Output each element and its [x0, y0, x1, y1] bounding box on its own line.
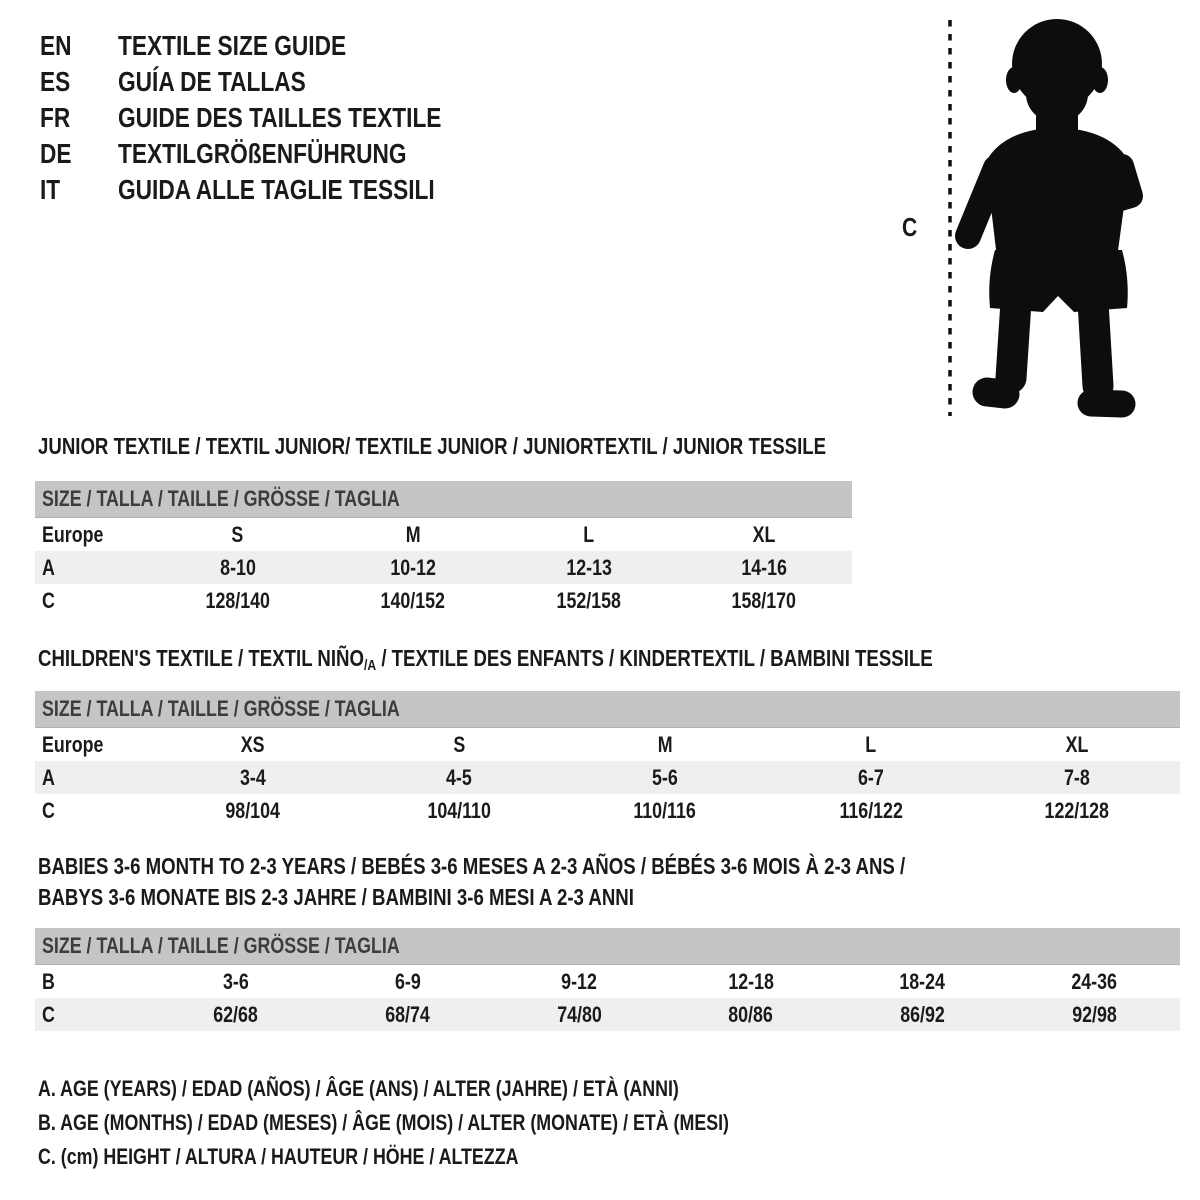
- size-header-text: SIZE / TALLA / TAILLE / GRÖSSE / TAGLIA: [42, 933, 400, 958]
- header-line-en: [40, 28, 517, 64]
- cell-value: 4-5: [446, 764, 472, 790]
- header-line-es: [40, 64, 517, 100]
- height-measure-label-text: C: [902, 212, 918, 242]
- table-row: [35, 551, 852, 584]
- babies-heading-line2: BABYS 3-6 MONATE BIS 2-3 JAHRE / BAMBINI 3-6 MESI A 2-3 ANNI: [38, 884, 634, 910]
- cell-value: 3-4: [240, 764, 266, 790]
- table-row: [35, 728, 1180, 761]
- cell-value: 3-6: [222, 968, 249, 994]
- cell-value: 80/86: [728, 1001, 774, 1027]
- junior-size-table: [35, 481, 852, 617]
- cell-value: 12-18: [728, 968, 774, 994]
- junior-section-heading: [38, 433, 1011, 460]
- guide-title: GUIDE DES TAILLES TEXTILE: [118, 102, 442, 133]
- row-label: C: [42, 1001, 55, 1027]
- cell-value: XS: [241, 731, 265, 757]
- cell-value: 68/74: [385, 1001, 430, 1027]
- table-row: [35, 965, 1180, 998]
- size-header-bar: [35, 481, 852, 518]
- table-row: [35, 794, 1180, 827]
- language-code-text: ES: [40, 66, 71, 97]
- language-code: [40, 138, 118, 170]
- row-label: Europe: [42, 731, 104, 757]
- row-label: Europe: [42, 521, 104, 547]
- legend-line-a: [38, 1072, 891, 1106]
- table-row: [35, 584, 852, 617]
- cell-value: 122/128: [1044, 797, 1110, 823]
- language-code: [40, 30, 118, 62]
- cell-value: 6-7: [858, 764, 884, 790]
- language-code-text: FR: [40, 102, 71, 133]
- legend-line-b-text: B. AGE (MONTHS) / EDAD (MESES) / ÂGE (MOIS) / ALTER (MONATE) / ETÀ (MESI): [38, 1110, 730, 1135]
- cell-value: 92/98: [1071, 1001, 1117, 1027]
- children-heading-text: [38, 645, 933, 674]
- babies-table-rows: [35, 965, 1180, 1031]
- guide-title: GUÍA DE TALLAS: [118, 66, 306, 97]
- row-label: C: [42, 587, 55, 613]
- babies-section-heading: [38, 851, 1109, 913]
- legend-line-c-text: C. (cm) HEIGHT / ALTURA / HAUTEUR / HÖHE / ALTEZZA: [38, 1144, 519, 1169]
- children-table-rows: [35, 728, 1180, 827]
- language-code-text: EN: [40, 30, 72, 61]
- language-code-text: IT: [40, 174, 61, 205]
- toddler-silhouette-figure: [900, 0, 1200, 430]
- row-label: B: [42, 968, 55, 994]
- cell-value: 7-8: [1064, 764, 1090, 790]
- row-label: C: [42, 797, 55, 823]
- header-line-de: [40, 136, 517, 172]
- cell-value: L: [865, 731, 877, 757]
- size-header-text: SIZE / TALLA / TAILLE / GRÖSSE / TAGLIA: [42, 486, 400, 511]
- children-size-table: [35, 691, 1180, 827]
- cell-value: M: [405, 521, 421, 547]
- cell-value: L: [583, 521, 595, 547]
- cell-value: 5-6: [652, 764, 678, 790]
- cell-value: 10-12: [390, 554, 437, 580]
- legend: [38, 1072, 891, 1174]
- cell-value: 14-16: [741, 554, 788, 580]
- header-line-fr: [40, 100, 517, 136]
- babies-size-table: [35, 928, 1180, 1031]
- height-measure-label: [902, 212, 921, 243]
- language-title-list: [40, 28, 517, 208]
- cell-value: 140/152: [381, 587, 446, 613]
- cell-value: 8-10: [219, 554, 256, 580]
- language-code-text: DE: [40, 138, 72, 169]
- legend-line-a-text: A. AGE (YEARS) / EDAD (AÑOS) / ÂGE (ANS) / ALTER (JAHRE) / ETÀ (ANNI): [38, 1076, 679, 1101]
- row-label: A: [42, 554, 55, 580]
- children-section-heading: [38, 645, 1143, 674]
- guide-title: TEXTILGRÖßENFÜHRUNG: [118, 138, 407, 169]
- cell-value: 24-36: [1071, 968, 1117, 994]
- cell-value: 74/80: [556, 1001, 602, 1027]
- size-header-bar: [35, 691, 1180, 728]
- children-heading-suffix: / TEXTILE DES ENFANTS / KINDERTEXTIL / BAMBINI TESSILE: [376, 645, 933, 671]
- junior-table-rows: [35, 518, 852, 617]
- cell-value: 18-24: [899, 968, 946, 994]
- cell-value: 98/104: [225, 797, 281, 823]
- cell-value: 6-9: [394, 968, 421, 994]
- language-code: [40, 174, 118, 206]
- babies-heading-line1: BABIES 3-6 MONTH TO 2-3 YEARS / BEBÉS 3-6 MESES A 2-3 AÑOS / BÉBÉS 3-6 MOIS À 2-3 ANS /: [38, 853, 906, 879]
- row-label: A: [42, 764, 55, 790]
- junior-heading-text: JUNIOR TEXTILE / TEXTIL JUNIOR/ TEXTILE JUNIOR / JUNIORTEXTIL / JUNIOR TESSILE: [38, 433, 827, 459]
- cell-value: S: [453, 731, 465, 757]
- table-row: [35, 518, 852, 551]
- size-header-text: SIZE / TALLA / TAILLE / GRÖSSE / TAGLIA: [42, 696, 400, 721]
- language-code: [40, 66, 118, 98]
- legend-line-c: [38, 1140, 891, 1174]
- cell-value: XL: [1065, 731, 1089, 757]
- cell-value: 152/158: [556, 587, 621, 613]
- cell-value: M: [657, 731, 673, 757]
- cell-value: 86/92: [900, 1001, 945, 1027]
- size-header-bar: [35, 928, 1180, 965]
- cell-value: XL: [752, 521, 776, 547]
- header-line-it: [40, 172, 517, 208]
- cell-value: S: [231, 521, 244, 547]
- cell-value: 116/122: [839, 797, 903, 823]
- language-code: [40, 102, 118, 134]
- guide-title: TEXTILE SIZE GUIDE: [118, 30, 347, 61]
- children-heading-subscript: /A: [363, 657, 377, 674]
- cell-value: 104/110: [427, 797, 491, 823]
- guide-title: GUIDA ALLE TAGLIE TESSILI: [118, 174, 435, 205]
- table-row: [35, 998, 1180, 1031]
- legend-line-b: [38, 1106, 891, 1140]
- cell-value: 128/140: [205, 587, 270, 613]
- cell-value: 158/170: [732, 587, 797, 613]
- cell-value: 9-12: [561, 968, 598, 994]
- cell-value: 12-13: [565, 554, 612, 580]
- table-row: [35, 761, 1180, 794]
- cell-value: 62/68: [213, 1001, 259, 1027]
- children-heading-prefix: CHILDREN'S TEXTILE / TEXTIL NIÑO: [38, 645, 364, 671]
- cell-value: 110/116: [633, 797, 697, 823]
